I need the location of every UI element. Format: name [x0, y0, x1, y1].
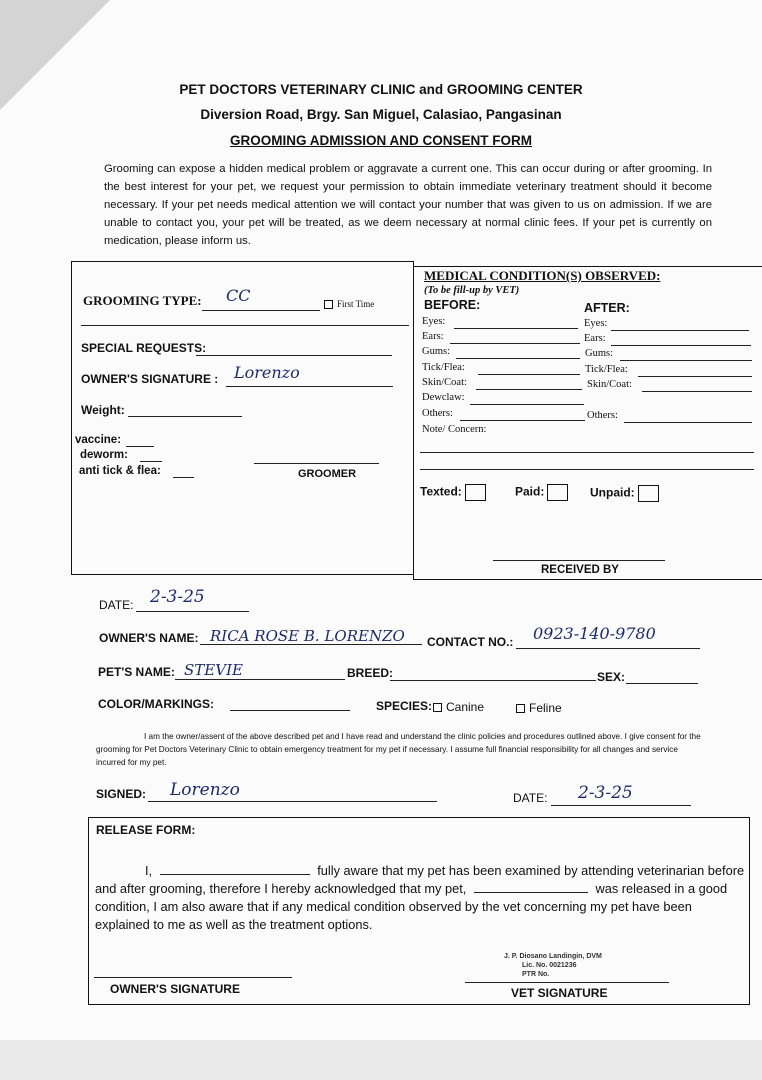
signed-line — [148, 801, 437, 802]
texted-field[interactable] — [420, 484, 486, 501]
before-label: BEFORE: — [424, 298, 481, 312]
owner-signature-value[interactable]: Lorenzo — [234, 363, 300, 382]
release-owner-name-line[interactable] — [160, 864, 310, 875]
owner-name-label: OWNER'S NAME: — [99, 631, 199, 645]
consent-statement: I am the owner/assent of the above described pet and I have read and understand the clinic policies and procedures outlined above. I give consent for the grooming for Pet Doctors Veterinary Clinic to obtain emergency treatment for my pet if necessary. I assume full financial responsibility for all changes and service incurred for my pet. — [96, 732, 701, 767]
contact-value[interactable]: 0923-140-9780 — [533, 624, 656, 643]
canine-checkbox[interactable] — [433, 703, 442, 712]
after-skin-line — [642, 391, 752, 392]
grooming-extra-line — [81, 325, 409, 326]
after-tick: Tick/Flea: — [585, 364, 628, 375]
sex-label: SEX: — [597, 670, 626, 684]
clinic-name: PET DOCTORS VETERINARY CLINIC and GROOMING CENTER — [179, 82, 583, 97]
after-label: AFTER: — [584, 301, 630, 315]
after-others-line — [624, 422, 752, 423]
note-line-1 — [420, 452, 754, 453]
date-label: DATE: — [99, 598, 134, 612]
after-tick-line — [638, 376, 752, 377]
pet-name-line — [175, 679, 345, 680]
first-time-label: First Time — [337, 299, 375, 309]
release-text-1: I, — [145, 863, 153, 878]
contact-label: CONTACT NO.: — [427, 635, 514, 649]
paid-checkbox[interactable] — [547, 484, 568, 501]
signed-date-label: DATE: — [513, 791, 548, 805]
date-value[interactable]: 2-3-25 — [150, 587, 205, 607]
antitick-label: anti tick & flea: — [79, 465, 161, 477]
antitick-line — [173, 477, 194, 478]
breed-line — [390, 680, 596, 681]
before-skin-line — [476, 389, 582, 390]
weight-label: Weight: — [81, 403, 125, 417]
special-requests-line — [196, 355, 392, 356]
unpaid-checkbox[interactable] — [638, 485, 659, 502]
received-by-line — [493, 560, 665, 561]
before-dewclaw-line — [470, 404, 584, 405]
form-title: GROOMING ADMISSION AND CONSENT FORM — [230, 133, 532, 148]
vaccine-label: vaccine: — [75, 434, 122, 446]
vet-signature-line — [465, 982, 669, 983]
stamp-ptr: PTR No. — [522, 971, 550, 978]
after-gums: Gums: — [585, 348, 614, 359]
deworm-line — [140, 461, 162, 462]
before-tick-line — [478, 374, 580, 375]
vet-signature-label: VET SIGNATURE — [511, 986, 608, 1000]
breed-label: BREED: — [347, 666, 394, 680]
paid-label: Paid: — [515, 484, 545, 499]
grooming-type-line — [202, 310, 320, 311]
after-eyes-line — [611, 330, 749, 331]
texted-checkbox[interactable] — [465, 484, 486, 501]
grooming-type-label: GROOMING TYPE: — [83, 293, 202, 308]
before-dewclaw: Dewclaw: — [422, 392, 465, 403]
unpaid-field[interactable] — [590, 485, 659, 502]
feline-checkbox[interactable] — [516, 704, 525, 713]
release-title: RELEASE FORM: — [96, 823, 196, 837]
after-eyes: Eyes: — [584, 318, 608, 329]
date-line — [136, 611, 249, 612]
unpaid-label: Unpaid: — [590, 485, 635, 500]
release-owner-signature-label: OWNER'S SIGNATURE — [110, 982, 240, 996]
medical-subtitle: (To be fill-up by VET) — [424, 285, 520, 296]
note-label: Note/ Concern: — [422, 424, 487, 435]
after-gums-line — [620, 360, 752, 361]
before-ears-line — [450, 343, 580, 344]
owner-signature-release-line — [94, 977, 292, 978]
release-text-3: was released in a good condition, I am also aware that if any medical condition observed by the vet concerning my pet have been explained to me as well as the treatment options. — [95, 881, 728, 932]
sex-line — [626, 683, 698, 684]
stamp-lic: Lic. No. 0021236 — [522, 962, 577, 969]
after-skin: Skin/Coat: — [587, 379, 632, 390]
signed-date-line — [551, 805, 691, 806]
vet-stamp — [504, 952, 602, 979]
release-pet-name-line[interactable] — [474, 882, 588, 893]
special-requests-label: SPECIAL REQUESTS: — [81, 341, 207, 355]
after-others: Others: — [587, 410, 618, 421]
first-time-checkbox[interactable] — [324, 300, 333, 309]
after-ears-line — [611, 345, 751, 346]
canine-option[interactable] — [433, 700, 484, 714]
note-line-2 — [420, 469, 754, 470]
intro-paragraph: Grooming can expose a hidden medical problem or aggravate a current one. This can occur during or after grooming. In the best interest for your pet, we request your permission to obtain immediate veterinary treatment should it become necessary. If your pet needs medical attention we will contact your number that was given to us on admission. If we are unable to contact you, your pet will be treated, as we deem necessary at normal clinic fees. If your pet is currently on medication, please inform us. — [104, 163, 712, 247]
feline-option[interactable] — [516, 701, 562, 715]
grooming-type-value[interactable]: CC — [226, 286, 251, 305]
owner-name-value[interactable]: RICA ROSE B. LORENZO — [210, 627, 405, 645]
owner-signature-label: OWNER'S SIGNATURE : — [81, 372, 219, 386]
first-time-option[interactable] — [324, 299, 374, 309]
weight-line — [128, 416, 242, 417]
signed-date-value[interactable]: 2-3-25 — [578, 783, 633, 803]
before-eyes: Eyes: — [422, 316, 446, 327]
contact-line — [516, 648, 700, 649]
deworm-label: deworm: — [80, 449, 128, 461]
clinic-address: Diversion Road, Brgy. San Miguel, Calasiao, Pangasinan — [200, 107, 562, 122]
texted-label: Texted: — [420, 484, 462, 499]
color-line — [230, 710, 350, 711]
pet-name-value[interactable]: STEVIE — [184, 661, 243, 679]
groomer-label: GROOMER — [298, 468, 357, 480]
received-by-label: RECEIVED BY — [541, 564, 619, 576]
signed-label: SIGNED: — [96, 787, 147, 801]
before-gums-line — [456, 358, 580, 359]
before-tick: Tick/Flea: — [422, 362, 465, 373]
medical-title: MEDICAL CONDITION(S) OBSERVED: — [424, 268, 661, 283]
signed-value[interactable]: Lorenzo — [170, 780, 240, 800]
release-text — [95, 862, 745, 934]
before-skin: Skin/Coat: — [422, 377, 467, 388]
vaccine-line — [126, 446, 154, 447]
before-ears: Ears: — [422, 331, 444, 342]
feline-label: Feline — [529, 701, 562, 715]
pet-name-label: PET'S NAME: — [98, 665, 175, 679]
stamp-name: J. P. Diosano Landingin, DVM — [504, 953, 602, 960]
before-others: Others: — [422, 408, 453, 419]
before-eyes-line — [454, 328, 578, 329]
after-ears: Ears: — [584, 333, 606, 344]
paid-field[interactable] — [515, 484, 568, 501]
before-others-line — [460, 420, 585, 421]
before-gums: Gums: — [422, 346, 451, 357]
groomer-signature-line — [254, 463, 379, 464]
owner-signature-line — [226, 386, 393, 387]
release-text-2: fully aware that my pet has been examined by attending veterinarian before and after grooming, therefore I hereby acknowledged that my pet, — [95, 863, 745, 896]
canine-label: Canine — [446, 700, 485, 714]
color-label: COLOR/MARKINGS: — [98, 697, 214, 711]
species-label: SPECIES: — [376, 699, 433, 713]
